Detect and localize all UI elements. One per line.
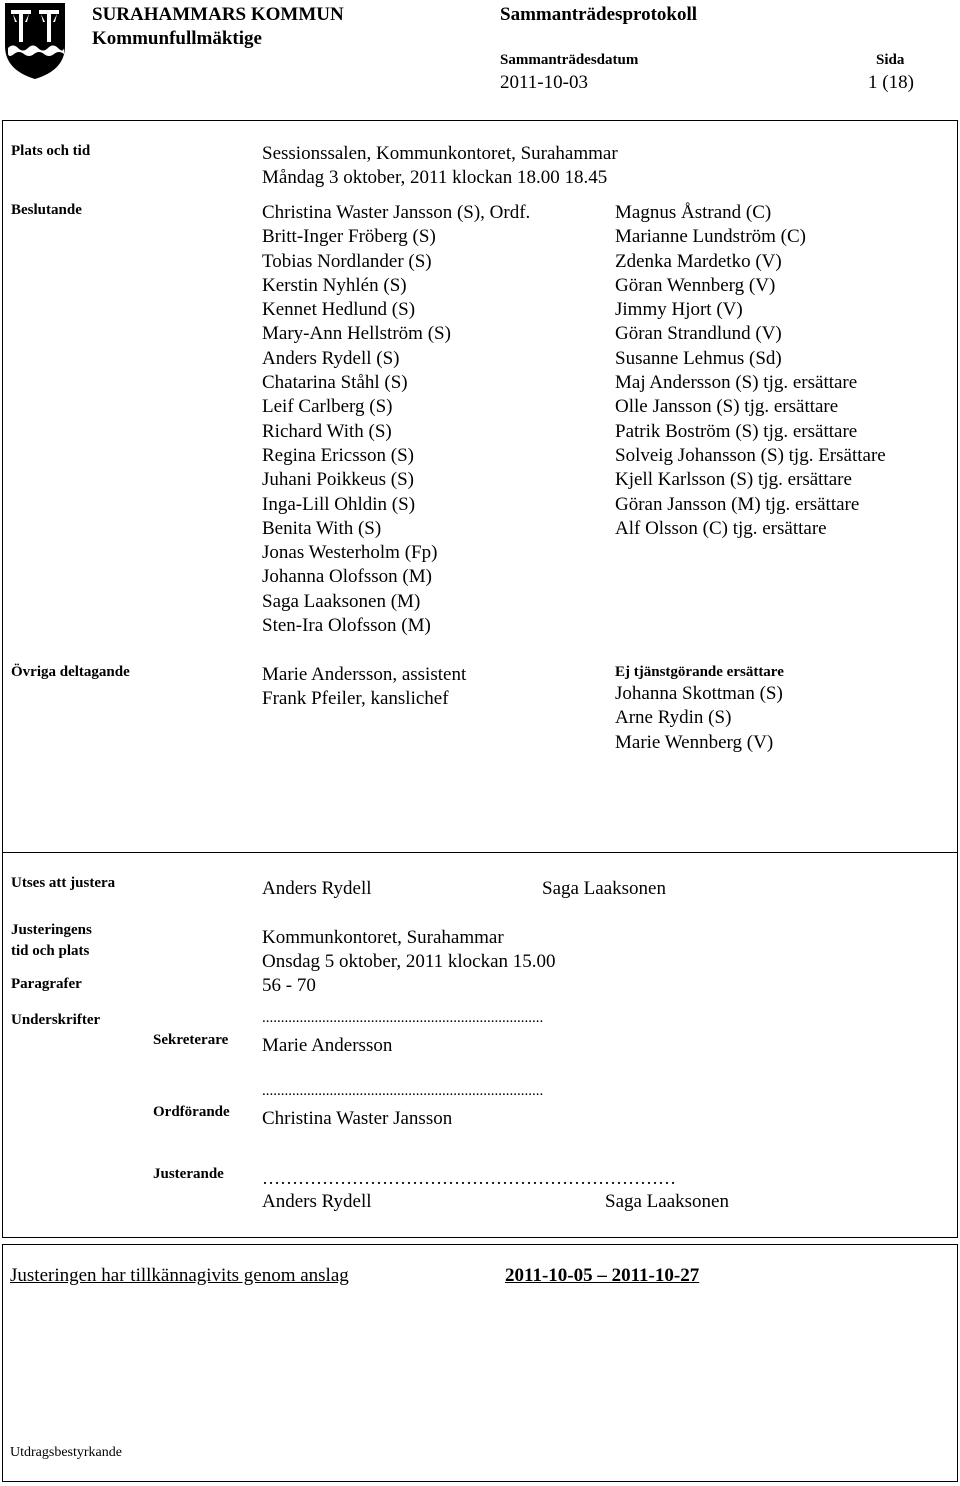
page-number: 1 (18) [868,72,914,93]
member-name: Leif Carlberg (S) [262,396,393,418]
justerande-name1: Anders Rydell [262,1191,372,1212]
member-name: Inga-Lill Ohldin (S) [262,493,416,515]
member-name: Tobias Nordlander (S) [262,250,432,272]
utses-label: Utses att justera [11,875,116,891]
plats-line1: Sessionssalen, Kommunkontoret, Surahammar [262,143,618,164]
member-name: Kerstin Nyhlén (S) [262,274,407,296]
member-name: Christina Waster Jansson (S), Ordf. [262,202,531,223]
sekreterare-name: Marie Andersson [262,1035,393,1056]
member-name: Alf Olsson (C) tjg. ersättare [615,517,827,539]
member-name: Chatarina Ståhl (S) [262,372,408,394]
beslutande-label: Beslutande [11,202,82,218]
member-name: Maj Andersson (S) tjg. ersättare [615,372,858,394]
ovriga-label: Övriga deltagande [11,664,130,680]
municipality-name: SURAHAMMARS KOMMUN [92,4,344,25]
member-name: Regina Ericsson (S) [262,444,414,466]
ovriga-left-list [262,663,466,712]
ordforande-label: Ordförande [153,1104,230,1120]
member-name: Anders Rydell (S) [262,347,400,369]
section-divider [2,852,958,853]
justerande-label: Justerande [153,1166,224,1182]
signature-line-justerande: …………………………………………………………… [262,1168,676,1188]
member-name: Mary-Ann Hellström (S) [262,323,451,345]
beslutande-right-list [615,201,886,541]
signature-line-ordforande: ........................................................................... [262,1083,544,1099]
member-name: Susanne Lehmus (Sd) [615,347,782,369]
member-name: Johanna Olofsson (M) [262,566,432,588]
ej-tjanstgorande-heading: Ej tjänstgörande ersättare [615,664,784,680]
page-label: Sida [876,52,905,68]
justerande-name2: Saga Laaksonen [605,1191,729,1212]
paragrafer-value: 56 - 70 [262,975,316,996]
underskrifter-label: Underskrifter [11,1012,101,1028]
participant-name: Frank Pfeiler, kanslichef [262,688,449,710]
member-name: Göran Wennberg (V) [615,274,776,296]
date-label: Sammanträdesdatum [500,52,639,68]
member-name: Göran Strandlund (V) [615,323,782,345]
member-name: Britt-Inger Fröberg (S) [262,226,436,248]
member-name: Juhani Poikkeus (S) [262,469,414,491]
member-name: Kjell Karlsson (S) tjg. ersättare [615,469,852,491]
member-name: Solveig Johansson (S) tjg. Ersättare [615,444,886,466]
meeting-date: 2011-10-03 [500,72,588,93]
doc-type: Sammanträdesprotokoll [500,4,698,25]
member-name: Zdenka Mardetko (V) [615,250,782,272]
plats-line2: Måndag 3 oktober, 2011 klockan 18.00 18.45 [262,167,608,188]
body-name: Kommunfullmäktige [92,28,262,49]
member-name: Jimmy Hjort (V) [615,299,743,321]
member-name: Patrik Boström (S) tjg. ersättare [615,420,858,442]
paragrafer-label: Paragrafer [11,976,82,992]
participant-name: Marie Wennberg (V) [615,731,774,753]
justering-line1: Kommunkontoret, Surahammar [262,927,504,948]
member-name: Benita With (S) [262,517,382,539]
participant-name: Johanna Skottman (S) [615,683,783,704]
utses-name2: Saga Laaksonen [542,878,666,899]
member-name: Richard With (S) [262,420,392,442]
participant-name: Arne Rydin (S) [615,707,732,729]
justering-label-line1: Justeringens [11,922,92,938]
participant-name: Marie Andersson, assistent [262,664,467,685]
utdragsbestyrkande-label: Utdragsbestyrkande [10,1445,122,1460]
coat-of-arms-logo [4,2,66,80]
member-name: Olle Jansson (S) tjg. ersättare [615,396,839,418]
signature-line-sekreterare: ........................................................................... [262,1010,544,1026]
member-name: Magnus Åstrand (C) [615,202,772,223]
beslutande-left-list [262,201,530,638]
member-name: Jonas Westerholm (Fp) [262,542,438,564]
member-name: Sten-Ira Olofsson (M) [262,615,431,637]
justering-line2: Onsdag 5 oktober, 2011 klockan 15.00 [262,951,556,972]
anslag-dates: 2011-10-05 – 2011-10-27 [505,1265,700,1286]
justering-label-line2: tid och plats [11,943,90,959]
member-name: Kennet Hedlund (S) [262,299,416,321]
member-name: Göran Jansson (M) tjg. ersättare [615,493,860,515]
sekreterare-label: Sekreterare [153,1032,229,1048]
member-name: Marianne Lundström (C) [615,226,807,248]
utses-name1: Anders Rydell [262,878,372,899]
anslag-text: Justeringen har tillkännagivits genom anslag [10,1265,349,1286]
ovriga-right-list [615,682,783,755]
plats-label: Plats och tid [11,143,91,159]
ordforande-name: Christina Waster Jansson [262,1108,453,1129]
member-name: Saga Laaksonen (M) [262,590,421,612]
